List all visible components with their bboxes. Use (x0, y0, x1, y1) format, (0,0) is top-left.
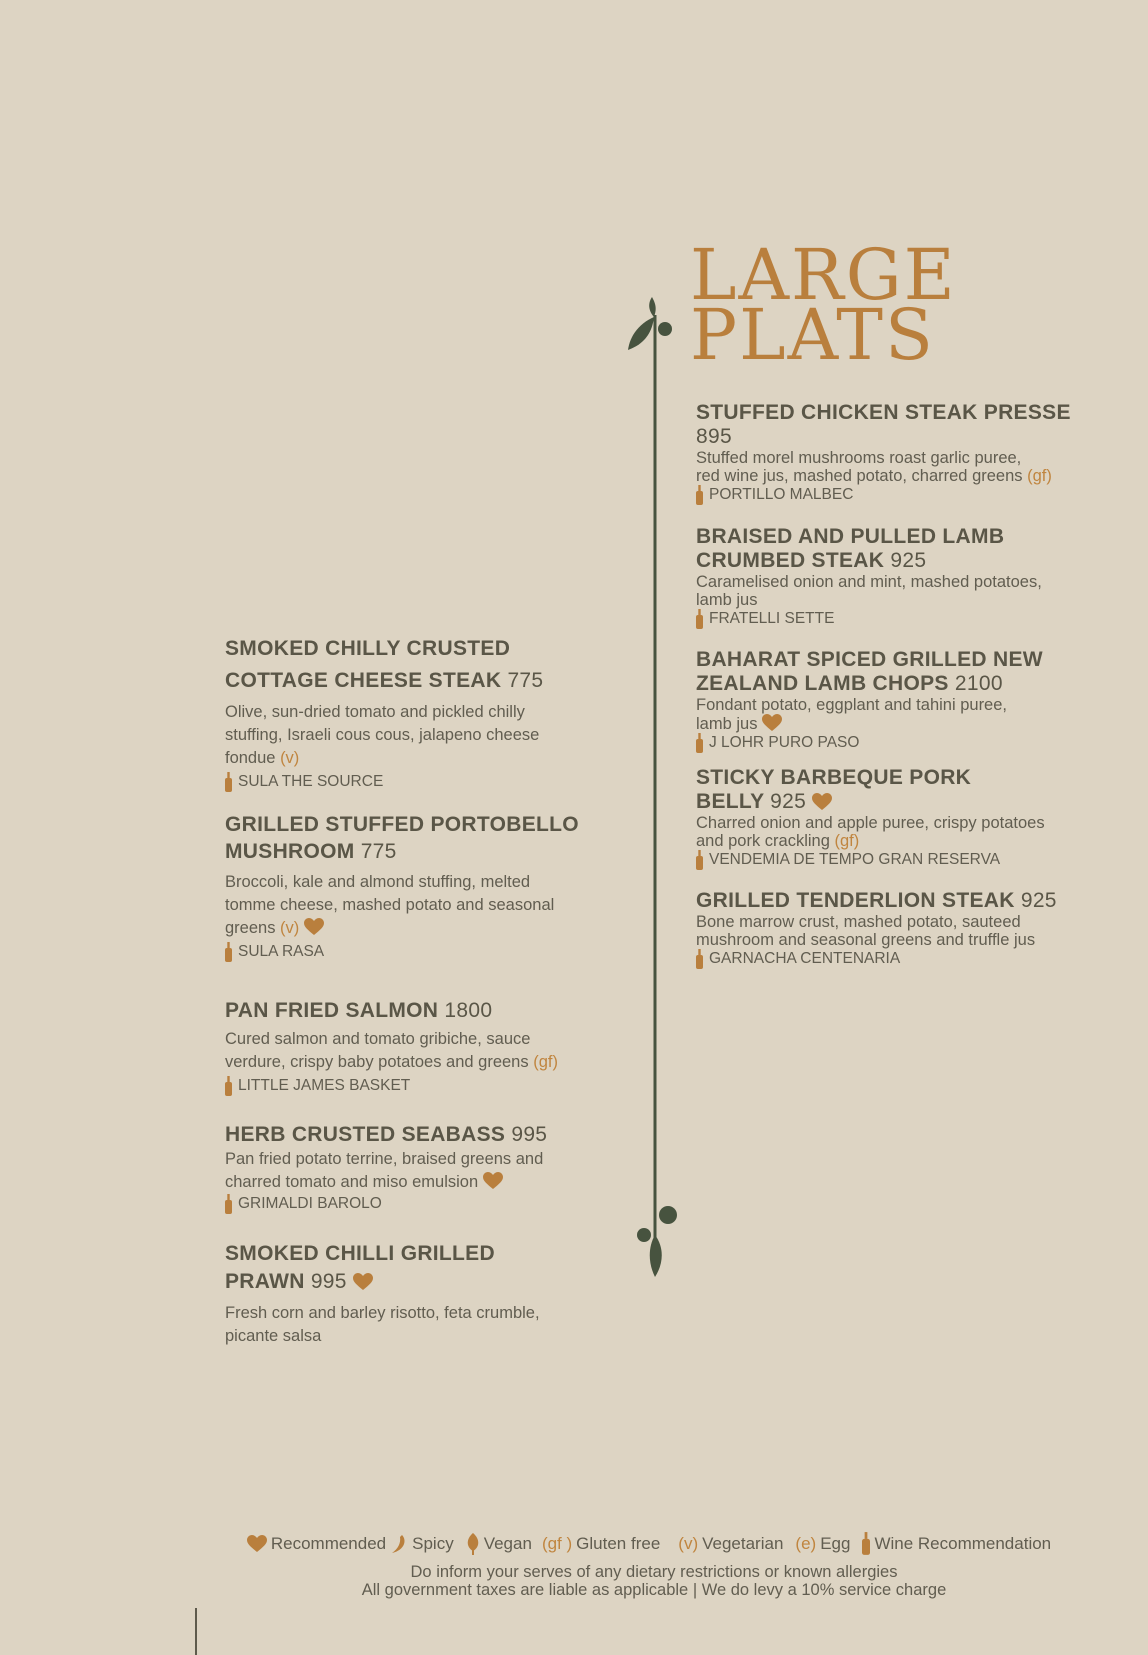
wine-recommendation: SULA THE SOURCE (225, 772, 605, 792)
wine-bottle-icon (225, 1194, 232, 1214)
wine-recommendation: PORTILLO MALBEC (696, 485, 1116, 505)
page-title (690, 234, 957, 376)
legend-gf-tag: (gf ) (541, 1533, 573, 1553)
menu-item (225, 811, 605, 962)
heart-icon (247, 1535, 267, 1553)
divider (195, 1608, 197, 1655)
legend (0, 1532, 1148, 1555)
item-name: BRAISED AND PULLED LAMB CRUMBED STEAK 925 (696, 525, 1005, 572)
item-description: Caramelised onion and mint, mashed potatoes, lamb jus (696, 573, 1042, 609)
wine-bottle-icon (696, 949, 703, 969)
item-name: SMOKED CHILLY CRUSTED COTTAGE CHEESE STEAK 775 (225, 637, 544, 692)
wine-recommendation: SULA RASA (225, 942, 605, 962)
item-name: SMOKED CHILLI GRILLED PRAWN 995 (225, 1242, 495, 1293)
menu-item (696, 525, 1116, 629)
heart-icon (812, 793, 832, 811)
item-price: 775 (507, 669, 544, 692)
diet-tag: (v) (280, 749, 300, 767)
item-price: 775 (360, 840, 397, 863)
legend-egg: Egg (820, 1533, 851, 1553)
item-description: Olive, sun-dried tomato and pickled chilly stuffing, Israeli cous cous, jalapeno cheese fondue (v) (225, 703, 540, 767)
legend-e-tag: (e) (795, 1533, 817, 1553)
wine-bottle-icon (696, 485, 703, 505)
legend-gluten-free: Gluten free (576, 1533, 661, 1553)
item-price: 925 (770, 790, 807, 813)
wine-recommendation: J LOHR PURO PASO (696, 733, 1116, 753)
wine-bottle-icon (225, 942, 232, 962)
legend-recommended: Recommended (270, 1533, 387, 1553)
item-description: Cured salmon and tomato gribiche, sauce verdure, crispy baby potatoes and greens (gf) (225, 1030, 558, 1071)
heart-icon (483, 1172, 503, 1190)
item-price: 895 (696, 425, 732, 448)
item-description: Fondant potato, eggplant and tahini puree, lamb jus (696, 696, 1007, 733)
item-name: HERB CRUSTED SEABASS 995 (225, 1123, 548, 1146)
item-description: Charred onion and apple puree, crispy potatoes and pork crackling (gf) (696, 814, 1045, 850)
title-line-2: PLATS (690, 294, 935, 376)
item-description: Broccoli, kale and almond stuffing, melted tomme cheese, mashed potato and seasonal greens (v) (225, 873, 555, 937)
heart-icon (353, 1273, 373, 1291)
legend-spicy: Spicy (412, 1533, 454, 1553)
wine-bottle-icon (696, 850, 703, 870)
wine-bottle-icon (225, 772, 232, 792)
wine-bottle-icon (862, 1532, 870, 1555)
menu-item (696, 401, 1116, 505)
menu-item (696, 889, 1116, 969)
leaf-icon (628, 317, 654, 350)
item-name: PAN FRIED SALMON 1800 (225, 999, 493, 1022)
footer-notes (0, 1563, 1148, 1599)
menu-item (225, 1240, 605, 1348)
item-description: Bone marrow crust, mashed potato, sauteed mushroom and seasonal greens and truffle jus (696, 913, 1036, 949)
title-line-1: LARGE (690, 234, 957, 316)
wine-bottle-icon (225, 1076, 232, 1096)
item-name: GRILLED TENDERLION STEAK 925 (696, 889, 1057, 912)
allergy-note: Do inform your serves of any dietary restrictions or known allergies (410, 1563, 898, 1581)
item-price: 925 (890, 549, 927, 572)
item-name: GRILLED STUFFED PORTOBELLO MUSHROOM 775 (225, 813, 579, 863)
item-name: BAHARAT SPICED GRILLED NEW ZEALAND LAMB CHOPS 2100 (696, 648, 1043, 695)
legend-v-tag: (v) (678, 1533, 699, 1553)
item-description: Pan fried potato terrine, braised greens and charred tomato and miso emulsion (225, 1150, 544, 1191)
diet-tag: (gf) (834, 832, 860, 850)
wine-recommendation: VENDEMIA DE TEMPO GRAN RESERVA (696, 850, 1116, 870)
tax-note: All government taxes are liable as applicable | We do levy a 10% service charge (361, 1581, 947, 1599)
menu-item (225, 1122, 605, 1214)
item-description: Stuffed morel mushrooms roast garlic puree, red wine jus, mashed potato, charred greens (gf) (696, 449, 1052, 485)
wine-recommendation: GARNACHA CENTENARIA (696, 949, 1116, 969)
item-price: 1800 (444, 999, 493, 1022)
item-name: STICKY BARBEQUE PORK BELLY 925 (696, 766, 972, 813)
leaf-icon (466, 1533, 480, 1555)
legend-wine: Wine Recommendation (874, 1533, 1052, 1553)
wine-bottle-icon (696, 609, 703, 629)
heart-icon (762, 714, 782, 732)
item-price: 2100 (954, 672, 1003, 695)
legend-vegetarian: Vegetarian (702, 1533, 784, 1553)
menu-item (225, 633, 605, 792)
diet-tag: (gf) (1027, 467, 1052, 485)
diet-tag: (v) (280, 919, 300, 937)
menu-item (225, 998, 605, 1096)
legend-vegan: Vegan (483, 1533, 532, 1553)
item-description: Fresh corn and barley risotto, feta crumble, picante salsa (225, 1304, 540, 1345)
vine-decoration (620, 295, 680, 1285)
wine-recommendation: FRATELLI SETTE (696, 609, 1116, 629)
wine-bottle-icon (696, 733, 703, 753)
chilli-icon (390, 1534, 408, 1554)
menu-item (696, 766, 1116, 870)
item-name: STUFFED CHICKEN STEAK PRESSE 895 (696, 401, 1116, 449)
item-price: 995 (310, 1270, 347, 1293)
heart-icon (304, 918, 324, 936)
menu-item (696, 648, 1116, 753)
wine-recommendation: LITTLE JAMES BASKET (225, 1076, 605, 1096)
item-price: 925 (1020, 889, 1057, 912)
wine-recommendation: GRIMALDI BAROLO (225, 1194, 605, 1214)
diet-tag: (gf) (533, 1053, 558, 1071)
item-price: 995 (511, 1123, 548, 1146)
